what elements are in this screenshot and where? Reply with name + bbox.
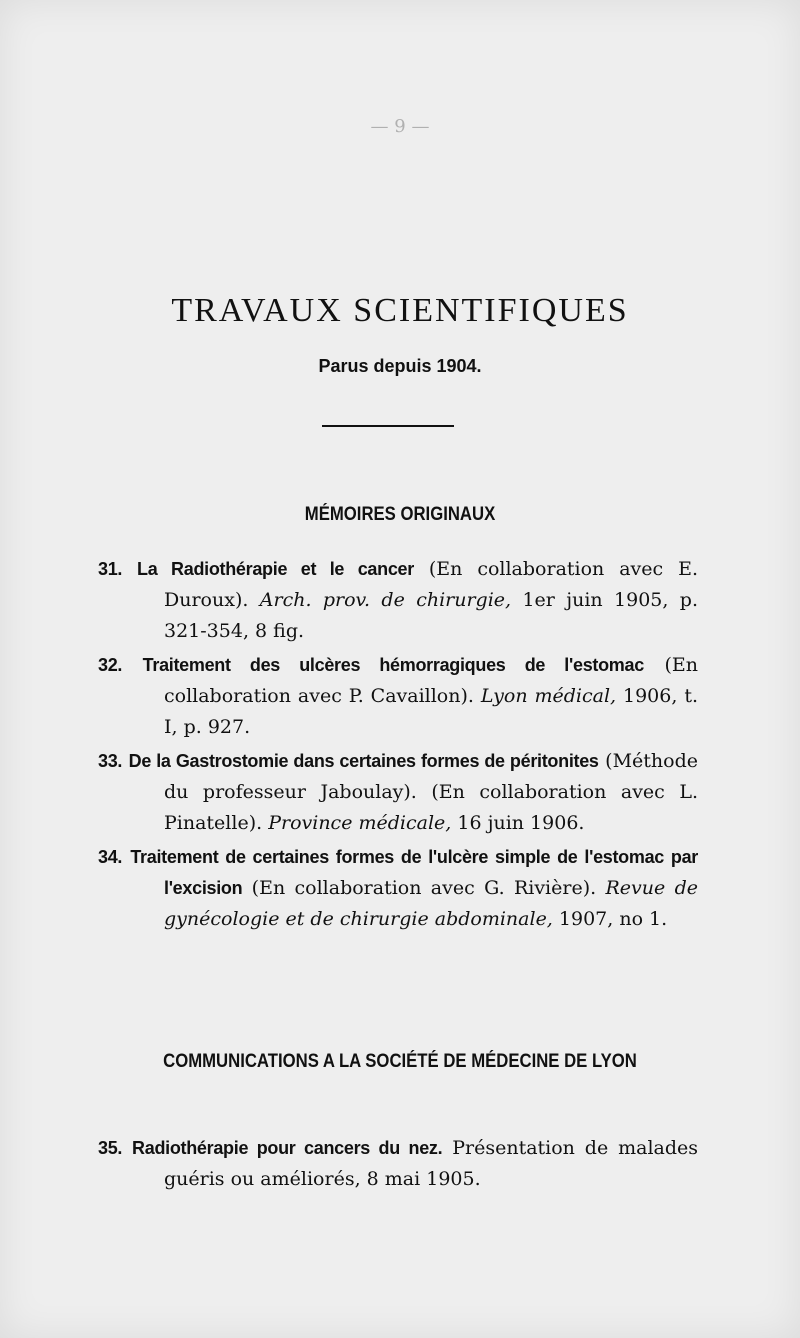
entry-text: Présentation de malades guéris ou améliorés, 8 mai 1905. xyxy=(164,1137,699,1190)
entry-details: 16 juin 1906. xyxy=(451,812,585,834)
entry-35 xyxy=(98,1133,698,1195)
entry-32 xyxy=(98,650,698,743)
entry-heading: De la Gastrostomie dans certaines formes de péritonites xyxy=(128,751,599,771)
entry-heading: Radiothérapie pour cancers du nez. xyxy=(132,1138,443,1158)
entry-number: 34. xyxy=(98,847,123,867)
entry-number: 33. xyxy=(98,751,123,771)
entry-journal: Revue de gynécologie et de chirurgie abdominale, xyxy=(164,877,699,930)
entry-details: 1907, no 1. xyxy=(552,908,668,930)
entry-heading: La Radiothérapie et le cancer xyxy=(137,559,414,579)
entry-list-memoires xyxy=(98,554,698,938)
entry-journal: Province médicale, xyxy=(268,812,452,834)
entry-number: 35. xyxy=(98,1138,123,1158)
entry-journal: Arch. prov. de chirurgie, xyxy=(259,589,512,611)
entry-details: 1er juin 1905, p. 321-354, 8 fig. xyxy=(164,589,698,642)
entry-34 xyxy=(98,842,698,935)
title-divider xyxy=(322,425,454,427)
section-heading-memoires: MÉMOIRES ORIGINAUX xyxy=(304,504,496,525)
entry-journal: Lyon médical, xyxy=(480,685,617,707)
entry-list-communications xyxy=(98,1133,698,1198)
entry-number: 32. xyxy=(98,655,123,675)
entry-details: 1906, t. I, p. 927. xyxy=(164,685,698,738)
page-number: — 9 — xyxy=(370,116,430,137)
entry-text: (En collaboration avec P. Cavaillon). xyxy=(164,654,698,707)
section-heading-communications: COMMUNICATIONS A LA SOCIÉTÉ DE MÉDECINE DE LYON xyxy=(163,1051,637,1072)
entry-heading: Traitement de certaines formes de l'ulcère simple de l'estomac par l'excision xyxy=(130,847,698,898)
entry-number: 31. xyxy=(98,559,123,579)
entry-31 xyxy=(98,554,698,647)
page-subtitle: Parus depuis 1904. xyxy=(318,356,482,376)
entry-33 xyxy=(98,746,698,839)
entry-text: (Méthode du professeur Jaboulay). (En collaboration avec L. Pinatelle). xyxy=(164,750,698,834)
entry-text: (En collaboration avec E. Duroux). xyxy=(164,558,698,611)
page-title: TRAVAUX SCIENTIFIQUES xyxy=(171,292,629,329)
entry-text: (En collaboration avec G. Rivière). xyxy=(242,877,606,899)
entry-heading: Traitement des ulcères hémorragiques de l'estomac xyxy=(142,655,644,675)
